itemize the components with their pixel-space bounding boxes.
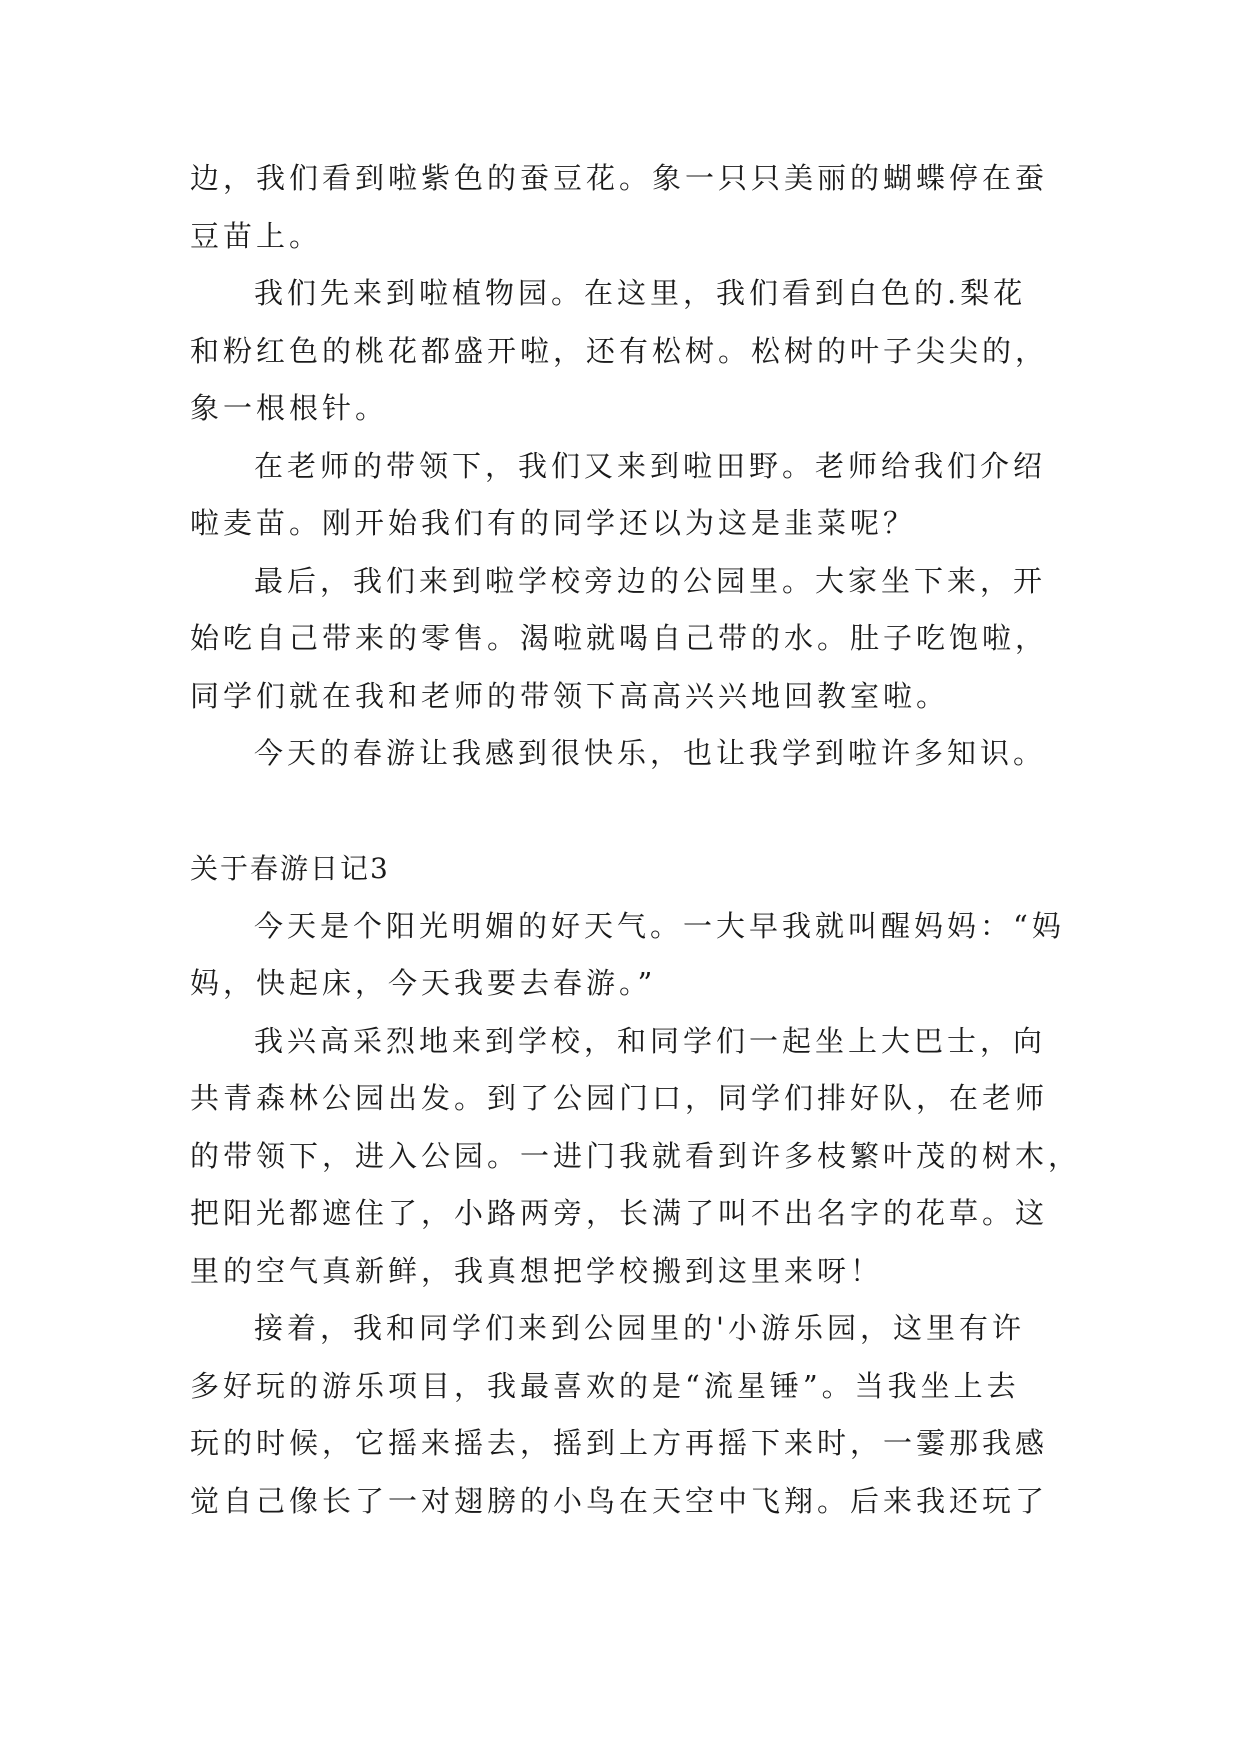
text-line: 今天是个阳光明媚的好天气。一大早我就叫醒妈妈：“妈 (254, 908, 1065, 943)
text-line: 边，我们看到啦紫色的蚕豆花。象一只只美丽的蝴蝶停在蚕 (190, 161, 1049, 195)
text-line: 把阳光都遮住了，小路两旁，长满了叫不出名字的花草。这 (190, 1196, 1049, 1230)
section-top (190, 150, 1050, 783)
text-line: 今天的春游让我感到很快乐，也让我学到啦许多知识。 (254, 736, 1047, 770)
text-line: 始吃自己带来的零售。渴啦就喝自己带的水。肚子吃饱啦， (190, 621, 1049, 655)
text-line: 妈，快起床，今天我要去春游。” (190, 966, 657, 1000)
paragraph (190, 265, 1050, 438)
text-line: 豆苗上。 (190, 218, 323, 253)
section-spacer (190, 783, 1050, 841)
text-line: 觉自己像长了一对翅膀的小鸟在天空中飞翔。后来我还玩了 (190, 1483, 1049, 1518)
section-title: 关于春游日记3 (190, 852, 390, 885)
text-line: 最后，我们来到啦学校旁边的公园里。大家坐下来，开 (254, 563, 1047, 598)
text-line: 我们先来到啦植物园。在这里，我们看到白色的.梨花 (254, 276, 1027, 310)
text-line: 和粉红色的桃花都盛开啦，还有松树。松树的叶子尖尖的， (190, 333, 1049, 368)
paragraph (190, 1013, 1082, 1301)
text-line: 接着，我和同学们来到公园里的'小游乐园，这里有许 (254, 1311, 1025, 1345)
document-page (190, 150, 1082, 1530)
paragraph (190, 553, 1050, 726)
paragraph (190, 150, 1050, 265)
text-line: 同学们就在我和老师的带领下高高兴兴地回教室啦。 (190, 678, 950, 713)
section-diary-3 (190, 840, 1082, 1530)
text-line: 象一根根针。 (190, 391, 389, 425)
paragraph (190, 1300, 1050, 1530)
text-line: 多好玩的游乐项目，我最喜欢的是“流星锤”。当我坐上去 (190, 1368, 1020, 1403)
paragraph (190, 725, 1050, 783)
text-line: 啦麦苗。刚开始我们有的同学还以为这是韭菜呢？ (190, 506, 917, 540)
paragraph (190, 898, 1065, 1013)
text-line: 共青森林公园出发。到了公园门口，同学们排好队，在老师 (190, 1081, 1049, 1115)
text-line: 里的空气真新鲜，我真想把学校搬到这里来呀！ (190, 1253, 884, 1288)
text-line: 玩的时候，它摇来摇去，摇到上方再摇下来时，一霎那我感 (190, 1426, 1049, 1460)
text-line: 在老师的带领下，我们又来到啦田野。老师给我们介绍 (254, 448, 1047, 483)
text-line: 的带领下，进入公园。一进门我就看到许多枝繁叶茂的树木， (190, 1138, 1082, 1173)
text-line: 我兴高采烈地来到学校，和同学们一起坐上大巴士，向 (254, 1023, 1047, 1058)
paragraph (190, 438, 1050, 553)
